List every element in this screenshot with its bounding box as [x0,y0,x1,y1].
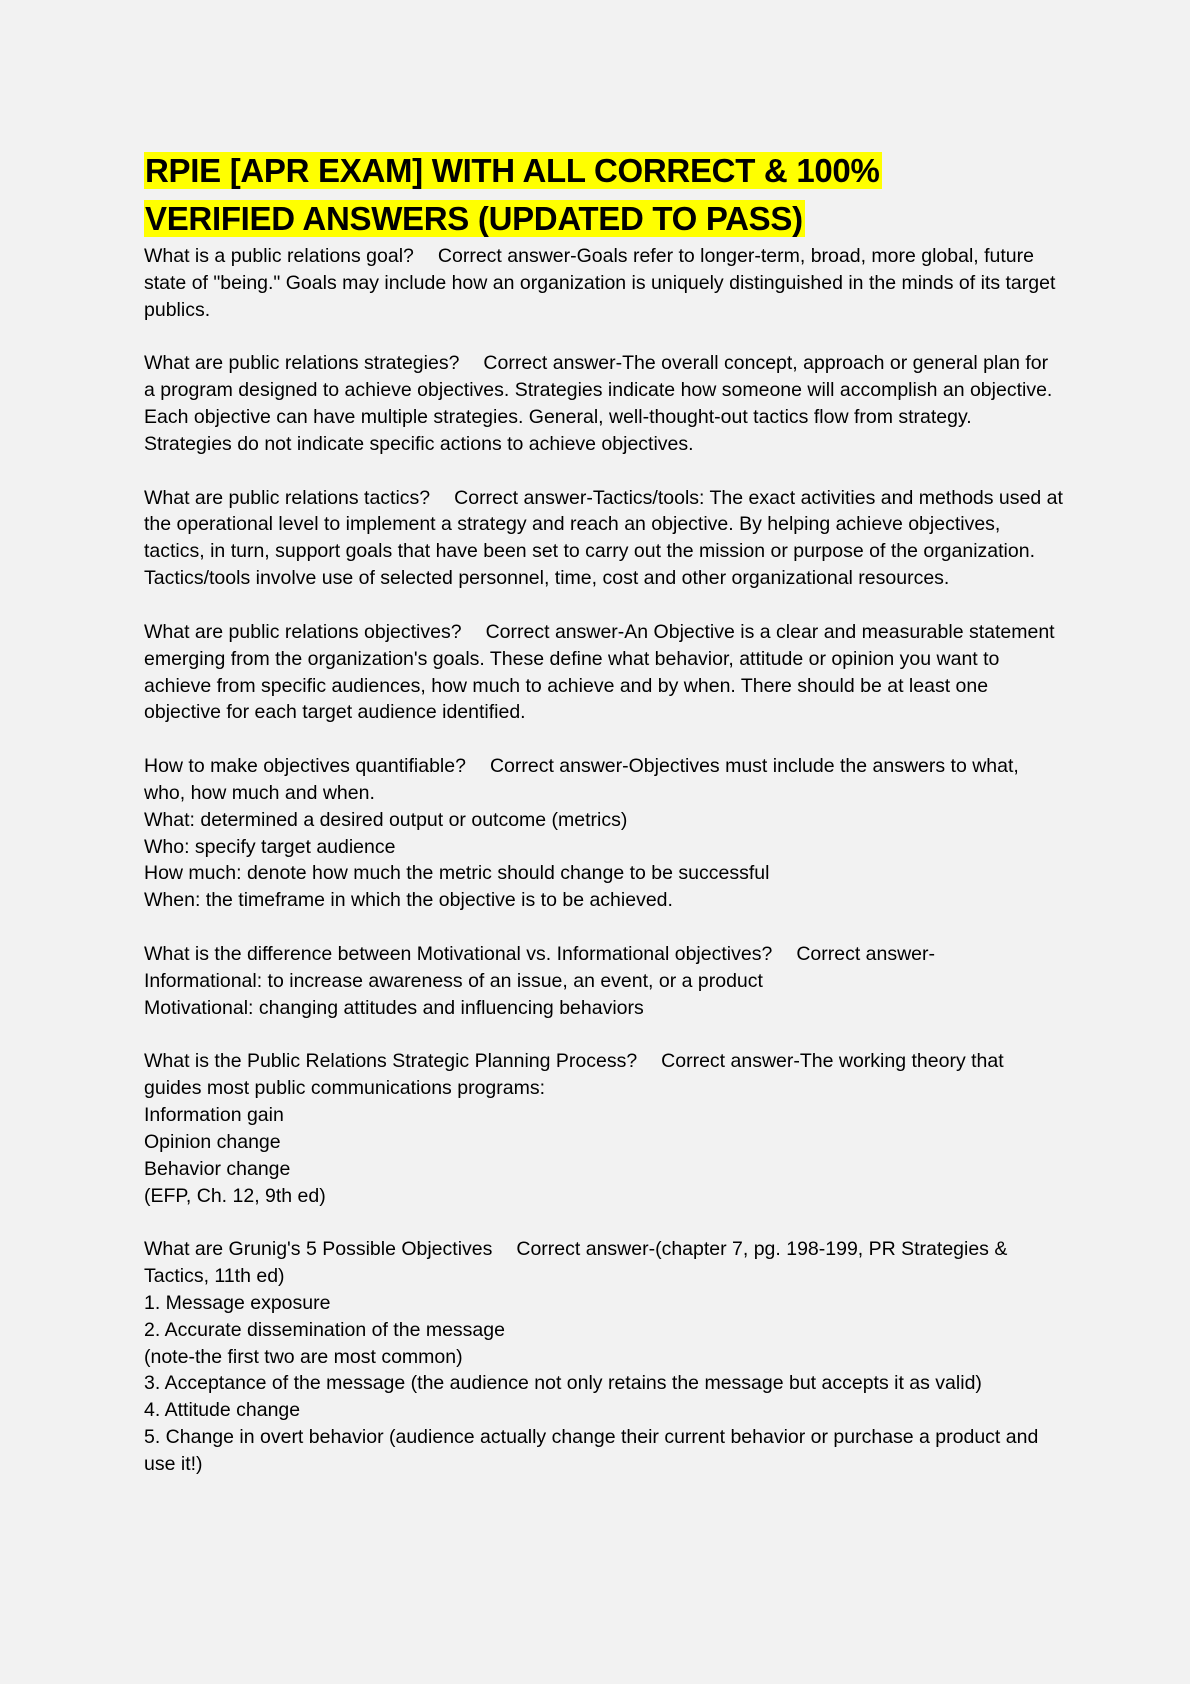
answer-line: (note-the first two are most common) [144,1345,463,1368]
answer-line: Information gain [144,1104,284,1126]
qa-first-line [144,941,1064,968]
answer-text: Correct answer-An Objective is a clear and measurable statement emerging from the organization's goals. These define what behavior, attitude or opinion you want to achieve from specific audiences, how much to achieve and by when. There should be at least one objective for each target audience identified. [144,620,1061,724]
answer-text: Correct answer-The overall concept, approach or general plan for a program designed to achieve objectives. Strategies indicate how someone will accomplish an objective. Each objective can have multiple strategies. General, well-thought-out tactics flow from strategy. Strategies do not indicate specific actions to achieve objectives. [144,352,1058,455]
answer-text: Correct answer-Objectives must include the answers to what, who, how much and when. [144,755,1025,804]
answer-text: Correct answer- [796,942,936,965]
answer-text: Correct answer-(chapter 7, pg. 198-199, PR Strategies & Tactics, 11th ed) [144,1238,1013,1288]
question-text: What are public relations objectives? [144,620,462,643]
answer-text: Correct answer-Tactics/tools: The exact activities and methods used at the operational level to implement a strategy and reach an objective. By helping achieve objectives, tactics, in turn, support goals that have been set to carry out the mission or purpose of the organization. Tactics/tools involve use of selected personnel, time, cost and other organizational resources. [144,486,1069,590]
qa-first-line [144,243,1064,324]
document-title [144,147,1064,243]
qa-entry [144,941,1064,1022]
qa-list [144,243,1069,1505]
qa-entry [144,1236,1064,1478]
question-text: What are public relations strategies? [144,352,460,375]
qa-first-line [144,1236,1064,1290]
title-line-1: RPIE [APR EXAM] WITH ALL CORRECT & 100% [145,152,880,189]
answer-text: Correct answer-Goals refer to longer-term, broad, more global, future state of "being." Goals may include how an organization is uniquely distinguished in the minds of its target publics. [144,245,1061,321]
question-text: What are Grunig's 5 Possible Objectives [144,1238,493,1261]
question-text: What is a public relations goal? [144,245,414,267]
qa-entry [144,243,1064,324]
answer-line: 3. Acceptance of the message (the audience not only retains the message but accepts it as valid) [144,1372,982,1395]
qa-entry [144,350,1064,457]
qa-first-line [144,619,1064,726]
question-text: What is the Public Relations Strategic Planning Process? [144,1050,638,1073]
answer-line: How much: denote how much the metric should change to be successful [144,862,770,885]
question-text: How to make objectives quantifiable? [144,755,466,778]
answer-line: When: the timeframe in which the objective is to be achieved. [144,889,673,912]
answer-line: 1. Message exposure [144,1291,331,1314]
qa-first-line [144,485,1069,592]
qa-first-line [144,1048,1064,1102]
question-text: What are public relations tactics? [144,486,431,509]
qa-entry [144,753,1064,914]
answer-line: Opinion change [144,1130,281,1153]
answer-line: 2. Accurate dissemination of the message [144,1318,505,1341]
qa-first-line [144,350,1064,457]
answer-line: (EFP, Ch. 12, 9th ed) [144,1184,326,1207]
question-text: What is the difference between Motivational vs. Informational objectives? [144,942,773,965]
answer-line: Informational: to increase awareness of an issue, an event, or a product [144,969,763,992]
answer-line: Who: specify target audience [144,835,396,858]
qa-first-line [144,753,1064,807]
title-line-2: VERIFIED ANSWERS (UPDATED TO PASS) [145,200,803,237]
answer-line: Behavior change [144,1157,291,1180]
qa-entry [144,1048,1064,1209]
qa-entry [144,619,1064,726]
answer-line: 4. Attitude change [144,1399,301,1422]
answer-line: Motivational: changing attitudes and influencing behaviors [144,996,644,1019]
answer-line: What: determined a desired output or outcome (metrics) [144,808,628,831]
answer-line: 5. Change in overt behavior (audience actually change their current behavior or purchase a product and use it!) [144,1426,1044,1475]
qa-entry [144,485,1069,592]
answer-text: Correct answer-The working theory that guides most public communications programs: [144,1050,1010,1100]
